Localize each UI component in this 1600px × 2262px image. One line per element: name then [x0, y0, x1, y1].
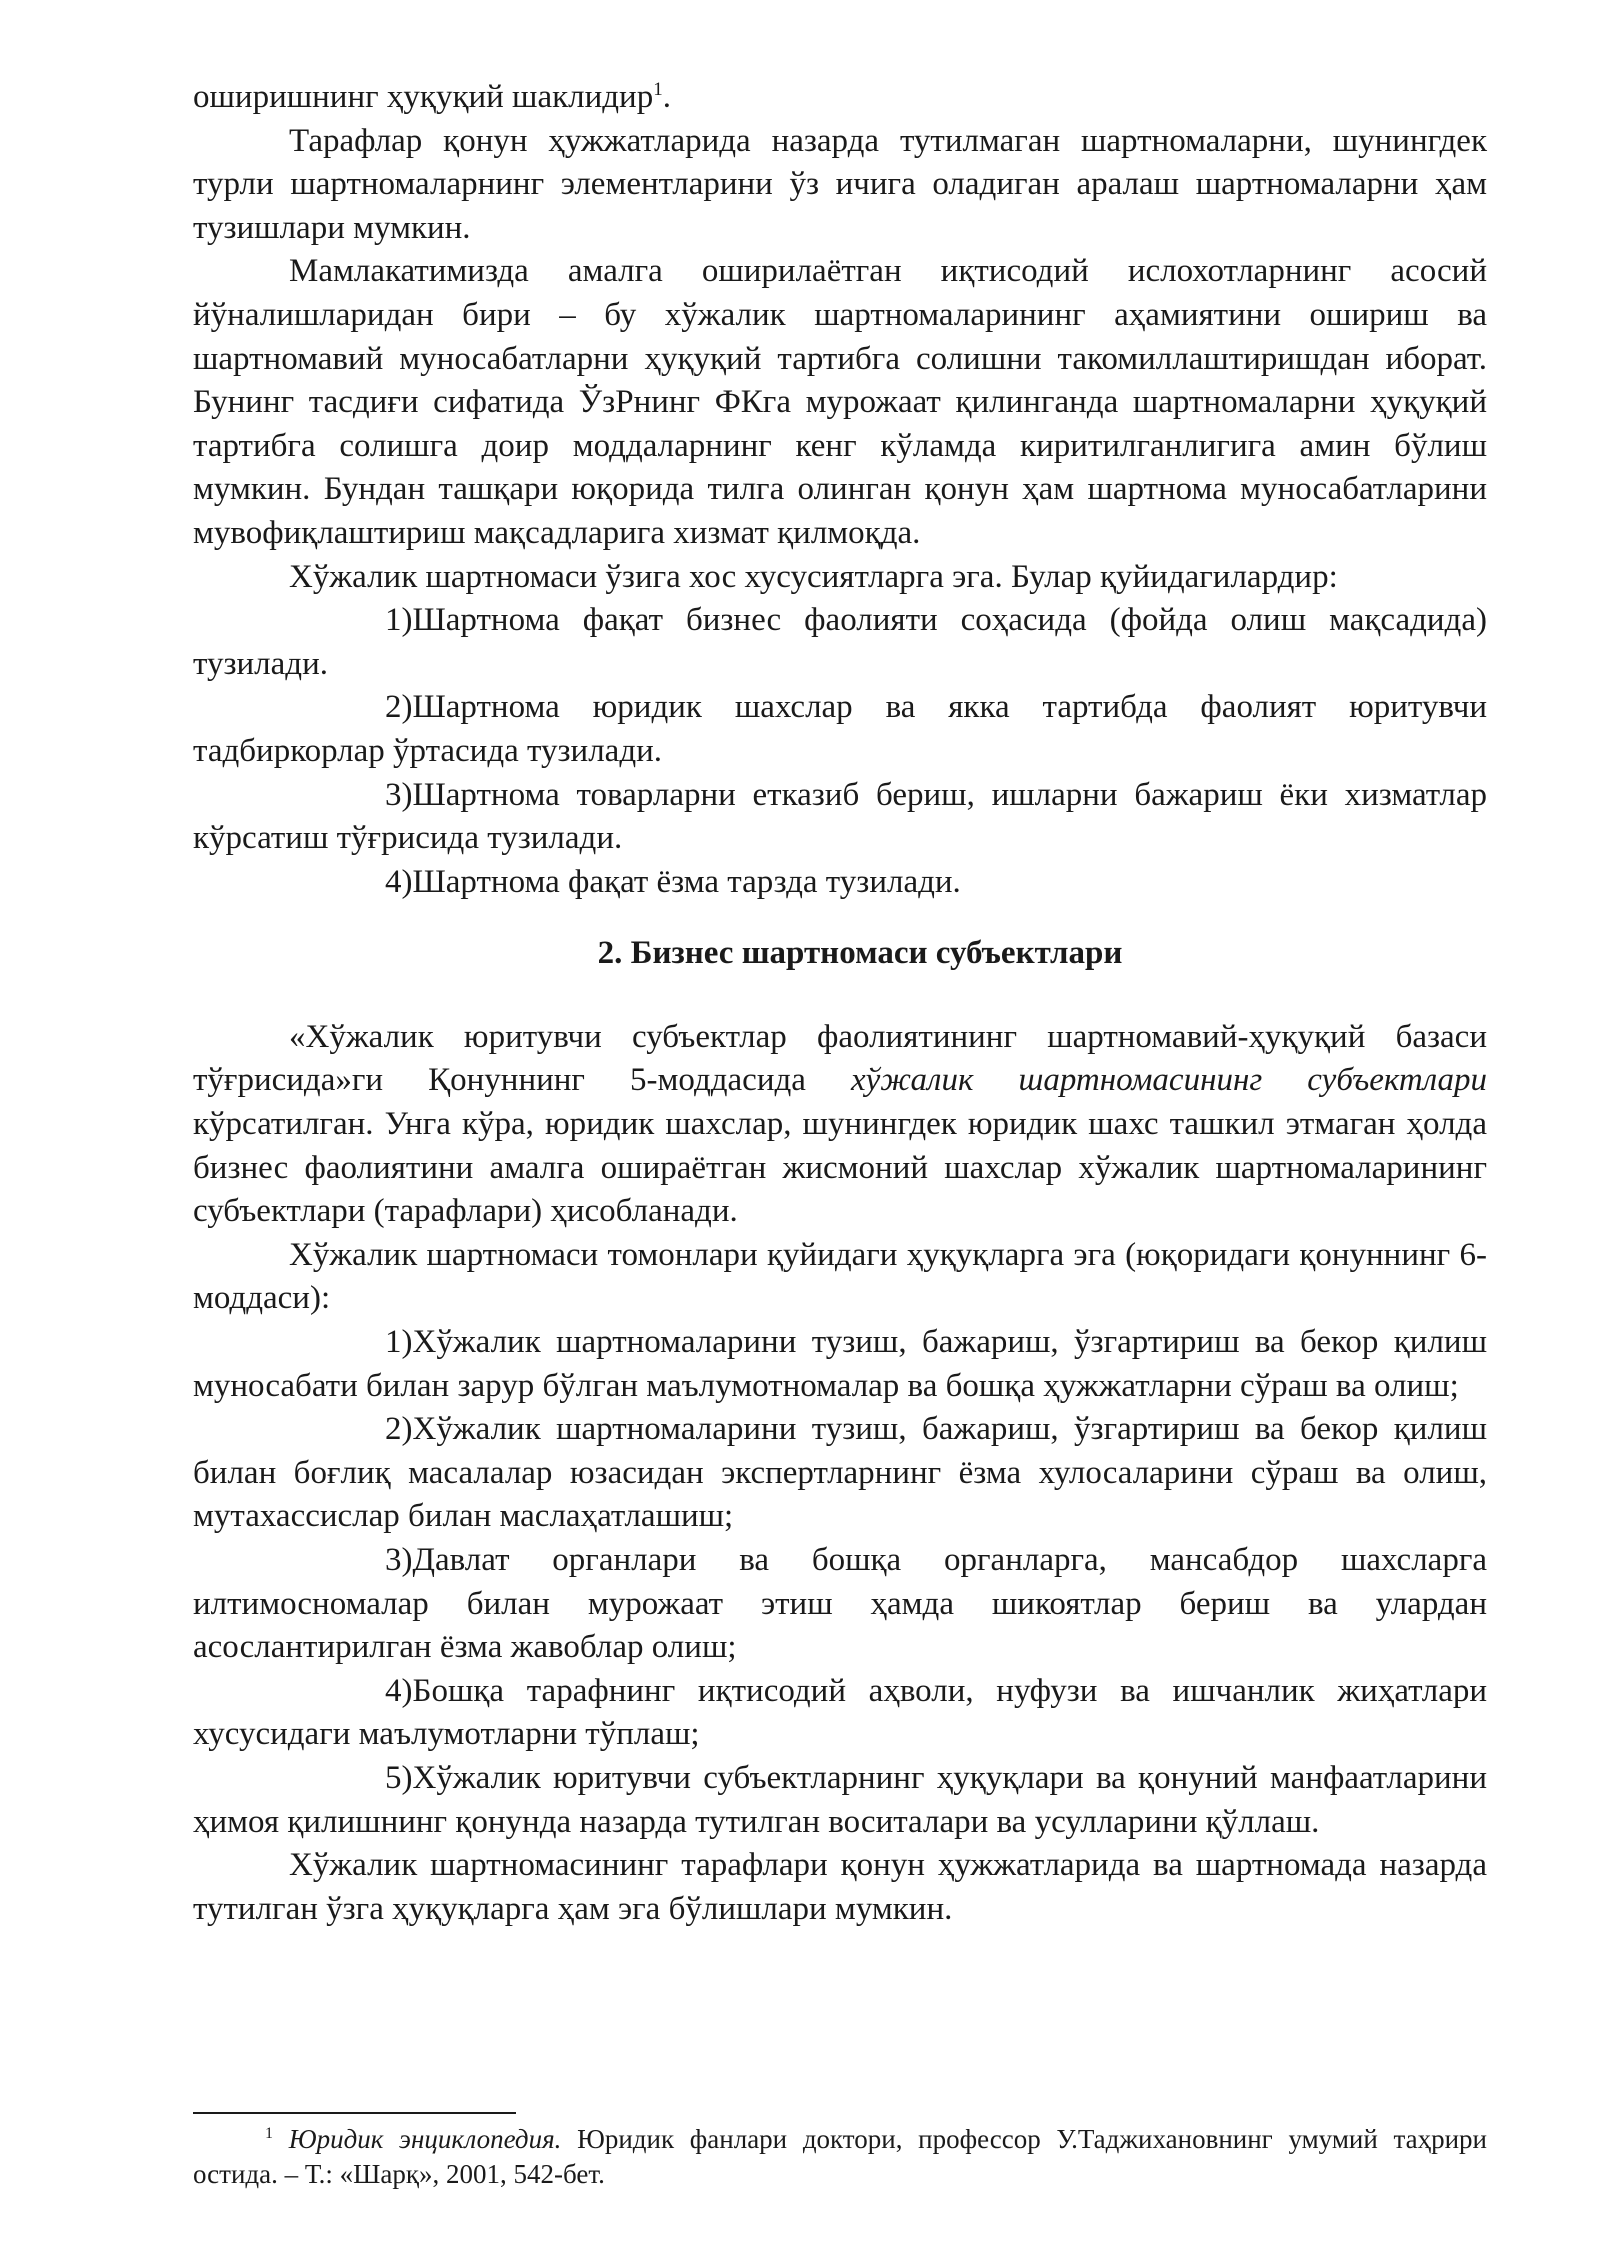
- italic-term: хўжалик шартномасининг субъектлари: [851, 1062, 1488, 1099]
- paragraph: Тарафлар қонун ҳужжатларида назарда тутилмаган шартномаларни, шунингдек турли шартномаларнинг элементларини ўз ичига оладиган аралаш шартномаларни ҳам тузишлари мумкин.: [193, 122, 1487, 246]
- paragraph-continuation: оширишнинг ҳуқуқий шаклидир$^1$.: [193, 79, 671, 115]
- list-item: 3)Шартнома товарларни етказиб бериш, ишларни бажариш ёки хизматлар кўрсатиш тўғрисида тузилади.: [193, 776, 1487, 857]
- paragraph: Хўжалик шартномасининг тарафлари қонун ҳужжатларида ва шартномада назарда тутилган ўзга ҳуқуқларга ҳам эга бўлишлари мумкин.: [193, 1847, 1487, 1927]
- list-item: 3)Давлат органлари ва бошқа органларга, мансабдор шахсларга илтимосномалар билан мурожаат этиш ҳамда шикоятлар бериш ва улардан асослантирилган ёзма жавоблар олиш;: [193, 1542, 1487, 1666]
- list-item: 5)Хўжалик юритувчи субъектларнинг ҳуқуқлари ва қонуний манфаатларини ҳимоя қилишнинг қонунда назарда тутилган воситалари ва усулларини қўллаш.: [193, 1759, 1487, 1840]
- footnote: $^1$ Юридик энциклопедия. Юридик фанлари доктори, профессор У.Таджихановнинг умумий таҳрири остида. – Т.: «Шарқ», 2001, 542-бет.: [193, 2124, 1488, 2189]
- list-item: 2)Хўжалик шартномаларини тузиш, бажариш, ўзгартириш ва бекор қилиш билан боғлиқ масалалар юзасидан экспертларнинг ёзма хулосаларини сўраш ва олиш, мутахассислар билан маслаҳатлашиш;: [193, 1411, 1487, 1535]
- footnote-source-title: Юридик энциклопедия.: [288, 2124, 562, 2154]
- list-item: 4)Бошқа тарафнинг иқтисодий аҳволи, нуфузи ва ишчанлик жиҳатлари хусусидаги маълумотларни тўплаш;: [193, 1672, 1487, 1753]
- body-text: [193, 76, 1487, 1931]
- list-item: 2)Шартнома юридик шахслар ва якка тартибда фаолият юритувчи тадбиркорлар ўртасида тузилади.: [193, 689, 1487, 769]
- list-item: 1)Хўжалик шартномаларини тузиш, бажариш, ўзгартириш ва бекор қилиш муносабати билан зарур бўлган маълумотномалар ва бошқа ҳужжатларни сўраш ва олиш;: [193, 1324, 1487, 1404]
- footnote-reference[interactable]: 1: [653, 79, 663, 100]
- footnote-mark: 1: [265, 2125, 273, 2142]
- footnote-divider: [193, 2112, 516, 2114]
- paragraph: «Хўжалик юритувчи субъектлар фаолиятининг шартномавий-ҳуқуқий базаси тўғрисида»ги Қонуннинг 5-моддасида хўжалик шартномасининг субъектлари кўрсатилган. Унга кўра, юридик шахслар, шунингдек юридик шахс ташкил этмаган ҳолда бизнес фаолиятини амалга ошираётган жисмоний шахслар хўжалик шартномаларининг субъектлари (тарафлари) ҳисобланади.: [193, 1018, 1488, 1230]
- section-heading: 2. Бизнес шартномаси субъектлари: [597, 935, 1123, 972]
- paragraph: Хўжалик шартномаси томонлари қуйидаги ҳуқуқларга эга (юқоридаги қонуннинг 6-моддаси):: [193, 1236, 1487, 1317]
- paragraph: Хўжалик шартномаси ўзига хос хусусиятларга эга. Булар қуйидагилардир:: [289, 558, 1338, 595]
- paragraph: Мамлакатимизда амалга оширилаётган иқтисодий ислохотларнинг асосий йўналишларидан бири – бу хўжалик шартномаларининг аҳамиятини ошириш ва шартномавий муносабатларни ҳуқуқий тартибга солишни такомиллаштиришдан иборат. Бунинг тасдиғи сифатида ЎзРнинг ФКга мурожаат қилинганда шартномаларни ҳуқуқий тартибга солишга доир моддаларнинг кенг кўламда киритилганлигига амин бўлиш мумкин. Бундан ташқари юқорида тилга олинган қонун ҳам шартнома муносабатларини мувофиқлаштириш мақсадларига хизмат қилмоқда.: [193, 253, 1487, 551]
- list-item: 4)Шартнома фақат ёзма тарзда тузилади.: [385, 863, 961, 900]
- list-item: 1)Шартнома фақат бизнес фаолияти соҳасида (фойда олиш мақсадида) тузилади.: [193, 602, 1487, 682]
